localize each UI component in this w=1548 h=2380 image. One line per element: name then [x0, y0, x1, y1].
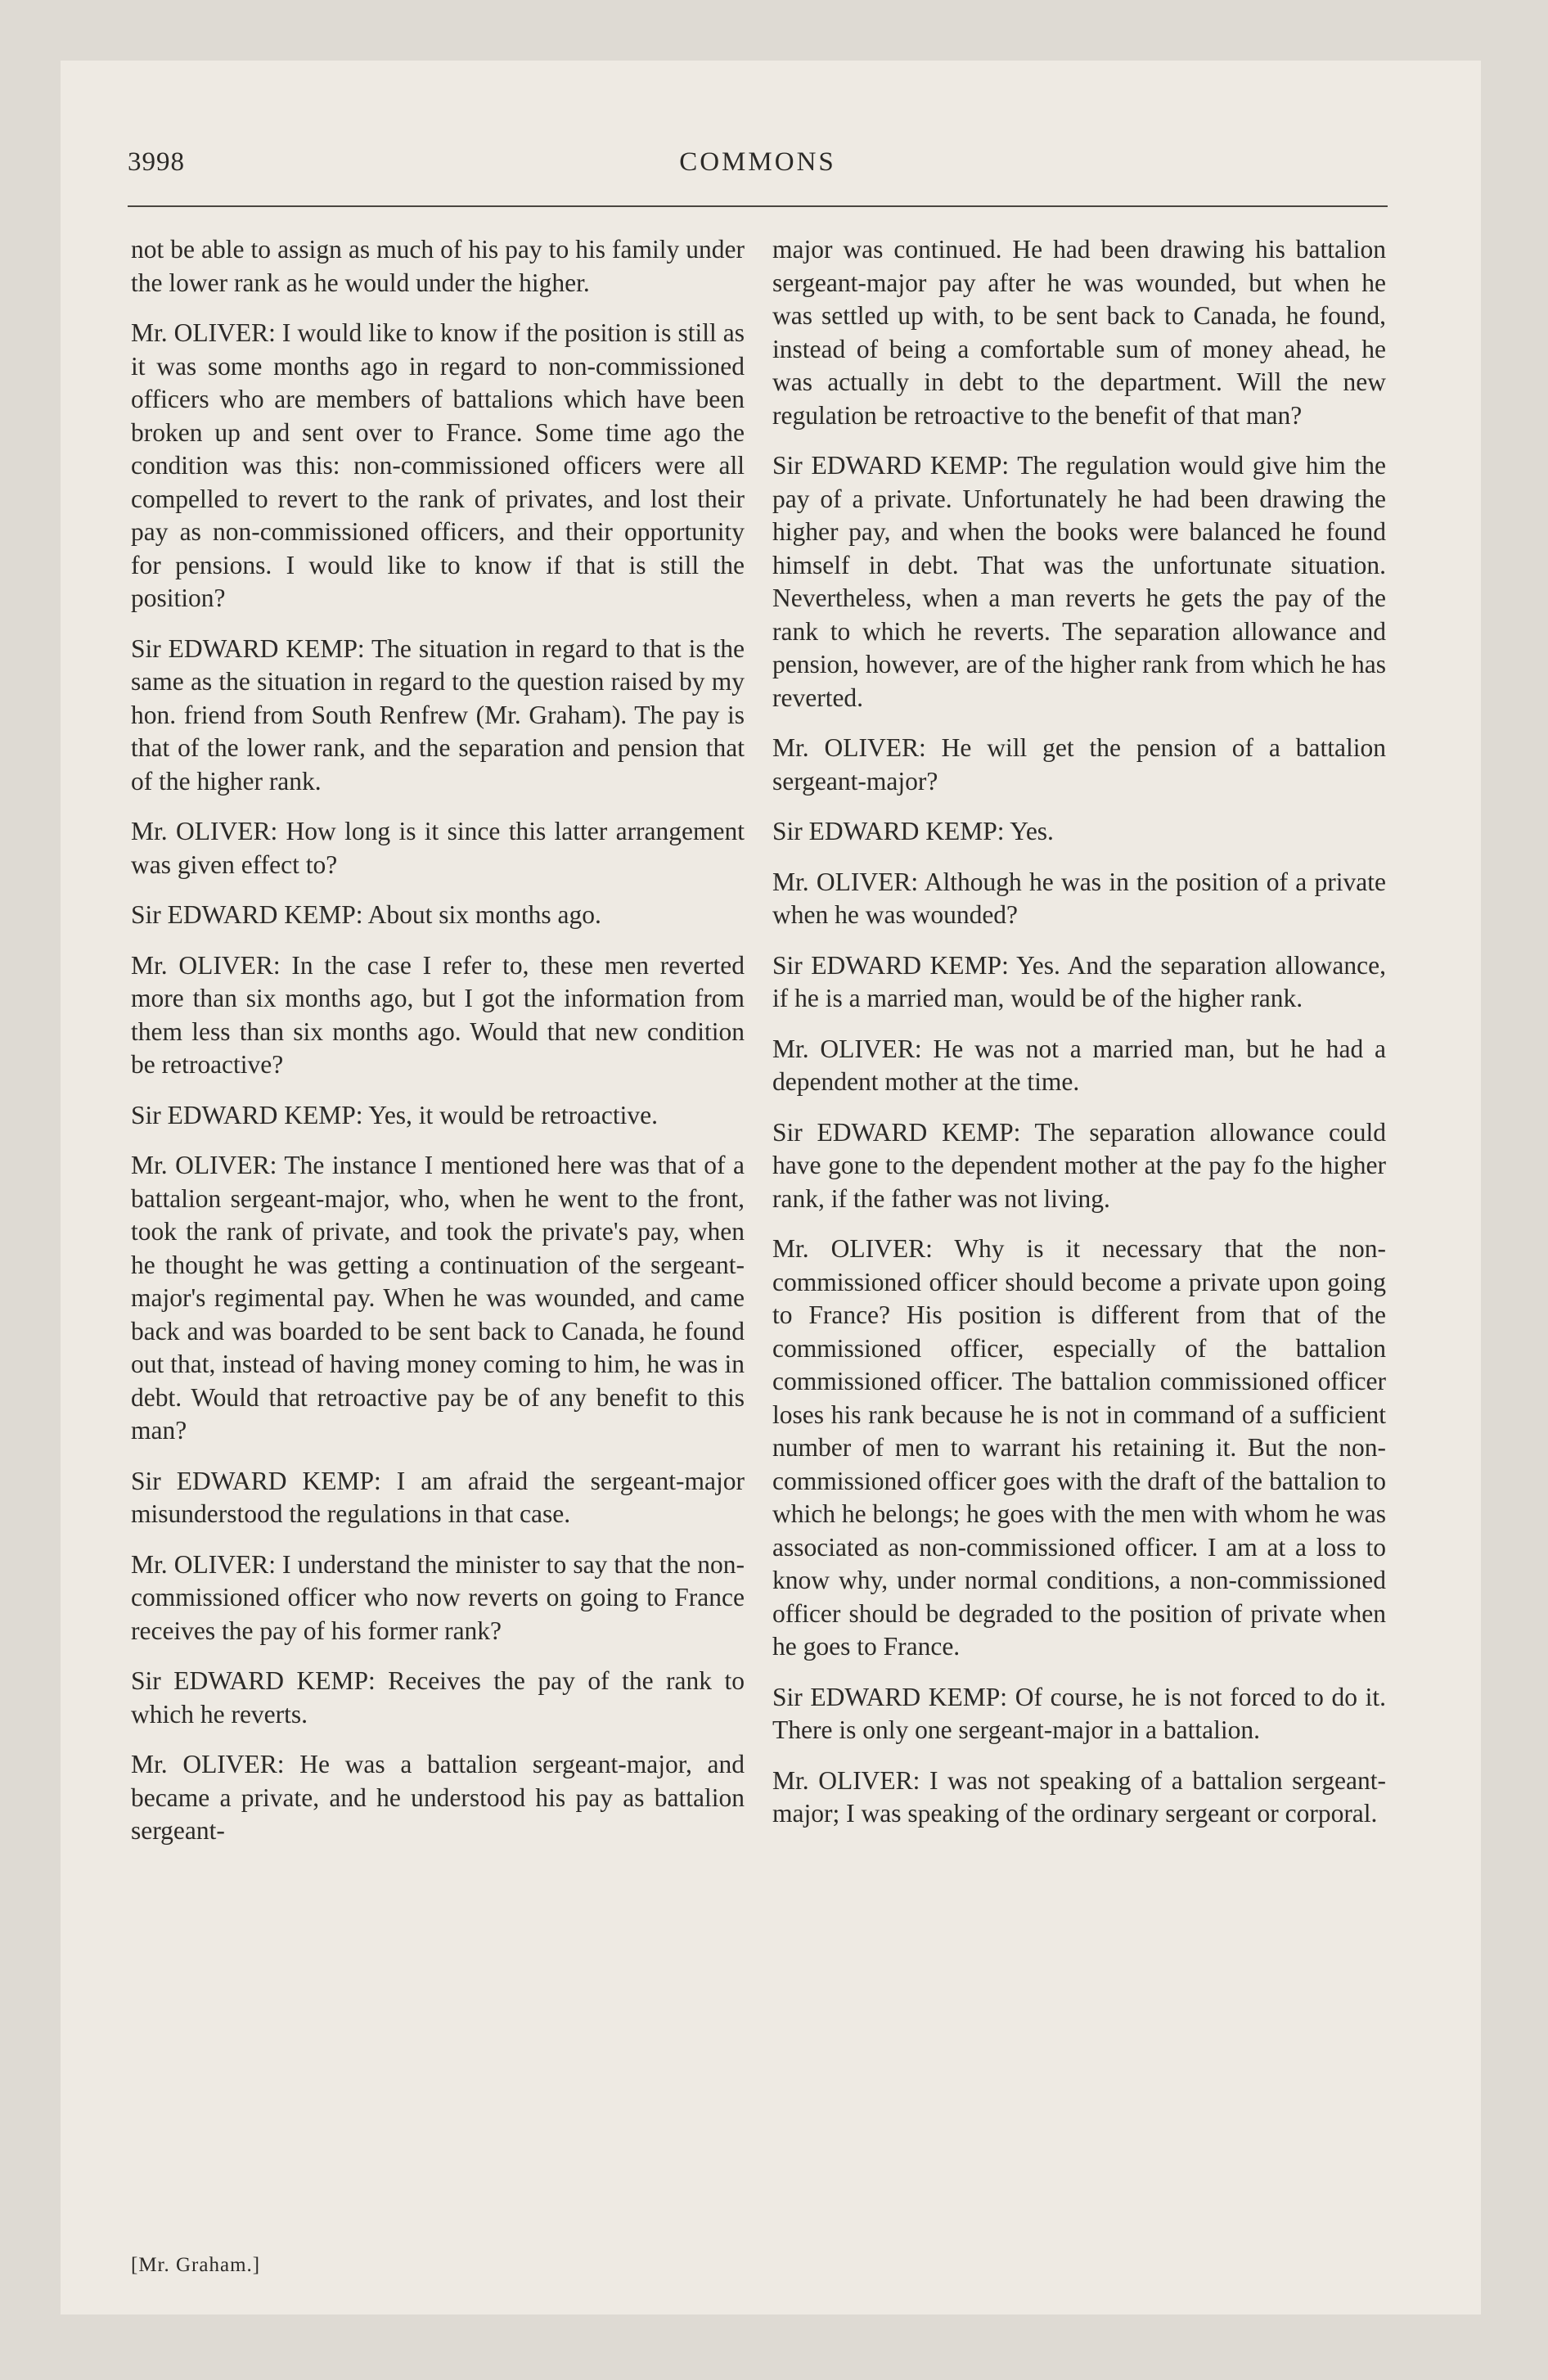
paragraph: Sir EDWARD KEMP: Receives the pay of the rank to which he reverts.	[131, 1666, 745, 1729]
paragraph: Sir EDWARD KEMP: Of course, he is not forced to do it. There is only one sergeant-major in a battalion.	[772, 1682, 1386, 1744]
paragraph: Sir EDWARD KEMP: I am afraid the sergeant-major misunderstood the regulations in that case.	[131, 1466, 745, 1528]
header-rule	[128, 205, 1388, 207]
speaker-footer-note: [Mr. Graham.]	[131, 2254, 261, 2276]
paragraph: Sir EDWARD KEMP: Yes, it would be retroactive.	[131, 1100, 658, 1129]
paragraph: Sir EDWARD KEMP: The regulation would give him the pay of a private. Unfortunately he had been drawing the higher pay, and when the books were balanced he found himself in debt. That was the unfortunate situation. Nevertheless, when a man reverts he gets the pay of the rank to which he reverts. The separation allowance and pension, however, are of the higher rank from which he has reverted.	[772, 451, 1386, 712]
paragraph: Sir EDWARD KEMP: About six months ago.	[131, 900, 601, 929]
page-number: 3998	[128, 147, 185, 177]
paragraph: Mr. OLIVER: Although he was in the position of a private when he was wounded?	[772, 867, 1386, 929]
paragraph: Sir EDWARD KEMP: The separation allowance could have gone to the dependent mother at the pay fo the higher rank, if the father was not living.	[772, 1117, 1386, 1213]
paragraph: Mr. OLIVER: I understand the minister to say that the non-commissioned officer who now reverts on going to France receives the pay of his former rank?	[131, 1549, 745, 1645]
left-column	[131, 233, 745, 1865]
paragraph: Mr. OLIVER: He was not a married man, but he had a dependent mother at the time.	[772, 1034, 1386, 1096]
paragraph: Mr. OLIVER: He will get the pension of a battalion sergeant-major?	[772, 733, 1386, 796]
paragraph: Mr. OLIVER: He was a battalion sergeant-major, and became a private, and he understood his pay as battalion sergeant-	[131, 1750, 745, 1845]
paragraph: Sir EDWARD KEMP: Yes.	[772, 817, 1054, 845]
paragraph: Mr. OLIVER: I would like to know if the position is still as it was some months ago in regard to non-commissioned officers who are members of battalions which have been broken up and sent over to France. Some time ago the condition was this: non-commissioned officers were all compelled to revert to the rank of privates, and lost their pay as non-commissioned officers, and their opportunity for pensions. I would like to know if that is still the position?	[131, 318, 745, 612]
paragraph: Sir EDWARD KEMP: The situation in regard to that is the same as the situation in regard to the question raised by my hon. friend from South Renfrew (Mr. Graham). The pay is that of the lower rank, and the separation and pension that of the higher rank.	[131, 633, 745, 796]
paragraph: Mr. OLIVER: The instance I mentioned here was that of a battalion sergeant-major, who, when he went to the front, took the rank of private, and took the private's pay, when he thought he was getting a continuation of the sergeant-major's regimental pay. When he was wounded, and came back and was boarded to be sent back to Canada, he found out that, instead of having money coming to him, he was in debt. Would that retroactive pay be of any benefit to this man?	[131, 1151, 745, 1445]
running-head: COMMONS	[679, 147, 836, 177]
paragraph: Sir EDWARD KEMP: Yes. And the separation allowance, if he is a married man, would be of the higher rank.	[772, 950, 1386, 1012]
paragraph: major was continued. He had been drawing his battalion sergeant-major pay after he was wounded, but when he was settled up with, to be sent back to Canada, he found, instead of being a comfortable sum of money ahead, he was actually in debt to the department. Will the new regulation be retroactive to the benefit of that man?	[772, 235, 1386, 430]
paragraph: Mr. OLIVER: In the case I refer to, these men reverted more than six months ago, but I got the information from them less than six months ago. Would that new condition be retroactive?	[131, 950, 745, 1079]
paragraph: Mr. OLIVER: I was not speaking of a battalion sergeant-major; I was speaking of the ordinary sergeant or corporal.	[772, 1765, 1386, 1828]
paragraph: Mr. OLIVER: Why is it necessary that the non-commissioned officer should become a private upon going to France? His position is different from that of the commissioned officer, especially of the battalion commissioned officer. The battalion commissioned officer loses his rank because he is not in command of a sufficient number of men to warrant his retaining it. But the non-commissioned officer goes with the draft of the battalion to which he belongs; he goes with the men with whom he was associated as non-commissioned officer. I am at a loss to know why, under normal conditions, a non-commissioned officer should be degraded to the position of private when he goes to France.	[772, 1234, 1386, 1661]
paragraph: Mr. OLIVER: How long is it since this latter arrangement was given effect to?	[131, 817, 745, 879]
right-column	[772, 233, 1386, 1848]
paragraph: not be able to assign as much of his pay to his family under the lower rank as he would under the higher.	[131, 235, 745, 297]
page-header	[128, 147, 1388, 188]
